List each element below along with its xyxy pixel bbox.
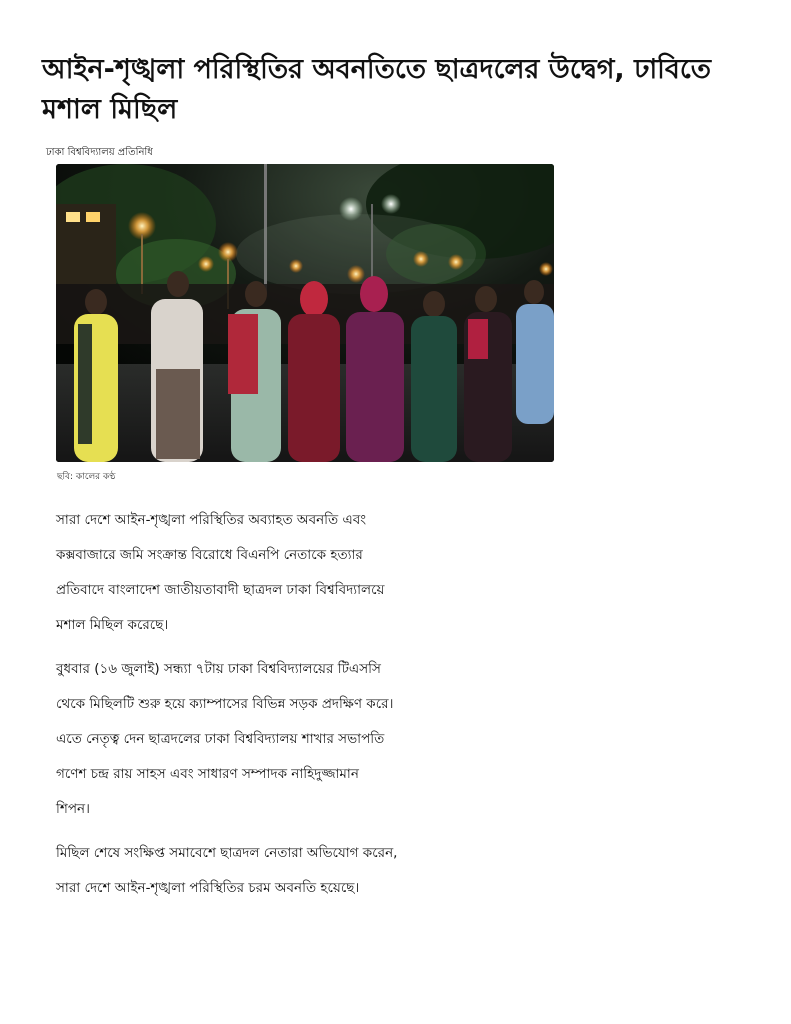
article-headline: আইন-শৃঙ্খলা পরিস্থিতির অবনতিতে ছাত্রদলের উদ্বেগ, ঢাবিতে মশাল মিছিল: [42, 54, 712, 125]
text-line: কক্সবাজারে জমি সংক্রান্ত বিরোধে বিএনপি নেতাকে হত্যার: [56, 547, 363, 563]
text-line: সারা দেশে আইন-শৃঙ্খলা পরিস্থিতির অব্যাহত অবনতি এবং: [56, 512, 367, 528]
text-line: এতে নেতৃত্ব দেন ছাত্রদলের ঢাকা বিশ্ববিদ্যালয় শাখার সভাপতি: [56, 731, 385, 747]
text-line: শিপন।: [56, 801, 90, 817]
text-line: মশাল মিছিল করেছে।: [56, 617, 169, 633]
text-line: গণেশ চন্দ্র রায় সাহস এবং সাধারণ সম্পাদক নাহিদুজ্জামান: [56, 766, 359, 782]
paragraph: [56, 836, 456, 906]
photo-caption: ছবি: কালের কণ্ঠ: [57, 472, 116, 482]
text-line: মিছিল শেষে সংক্ষিপ্ত সমাবেশে ছাত্রদল নেতারা অভিযোগ করেন,: [56, 845, 398, 861]
paragraph: [56, 652, 456, 827]
text-line: প্রতিবাদে বাংলাদেশ জাতীয়তাবাদী ছাত্রদল ঢাকা বিশ্ববিদ্যালয়ে: [56, 582, 385, 598]
paragraph: [56, 503, 456, 643]
article-photo: [56, 164, 554, 462]
torch-procession-photo: [56, 164, 554, 462]
text-line: থেকে মিছিলটি শুরু হয়ে ক্যাম্পাসের বিভিন্ন সড়ক প্রদক্ষিণ করে।: [56, 696, 394, 712]
article-byline: ঢাকা বিশ্ববিদ্যালয় প্রতিনিধি: [46, 147, 153, 158]
text-line: সারা দেশে আইন-শৃঙ্খলা পরিস্থিতির চরম অবনতি হয়েছে।: [56, 880, 360, 896]
article-body: [56, 503, 456, 915]
text-line: বুধবার (১৬ জুলাই) সন্ধ্যা ৭টায় ঢাকা বিশ্ববিদ্যালয়ের টিএসসি: [56, 661, 381, 677]
